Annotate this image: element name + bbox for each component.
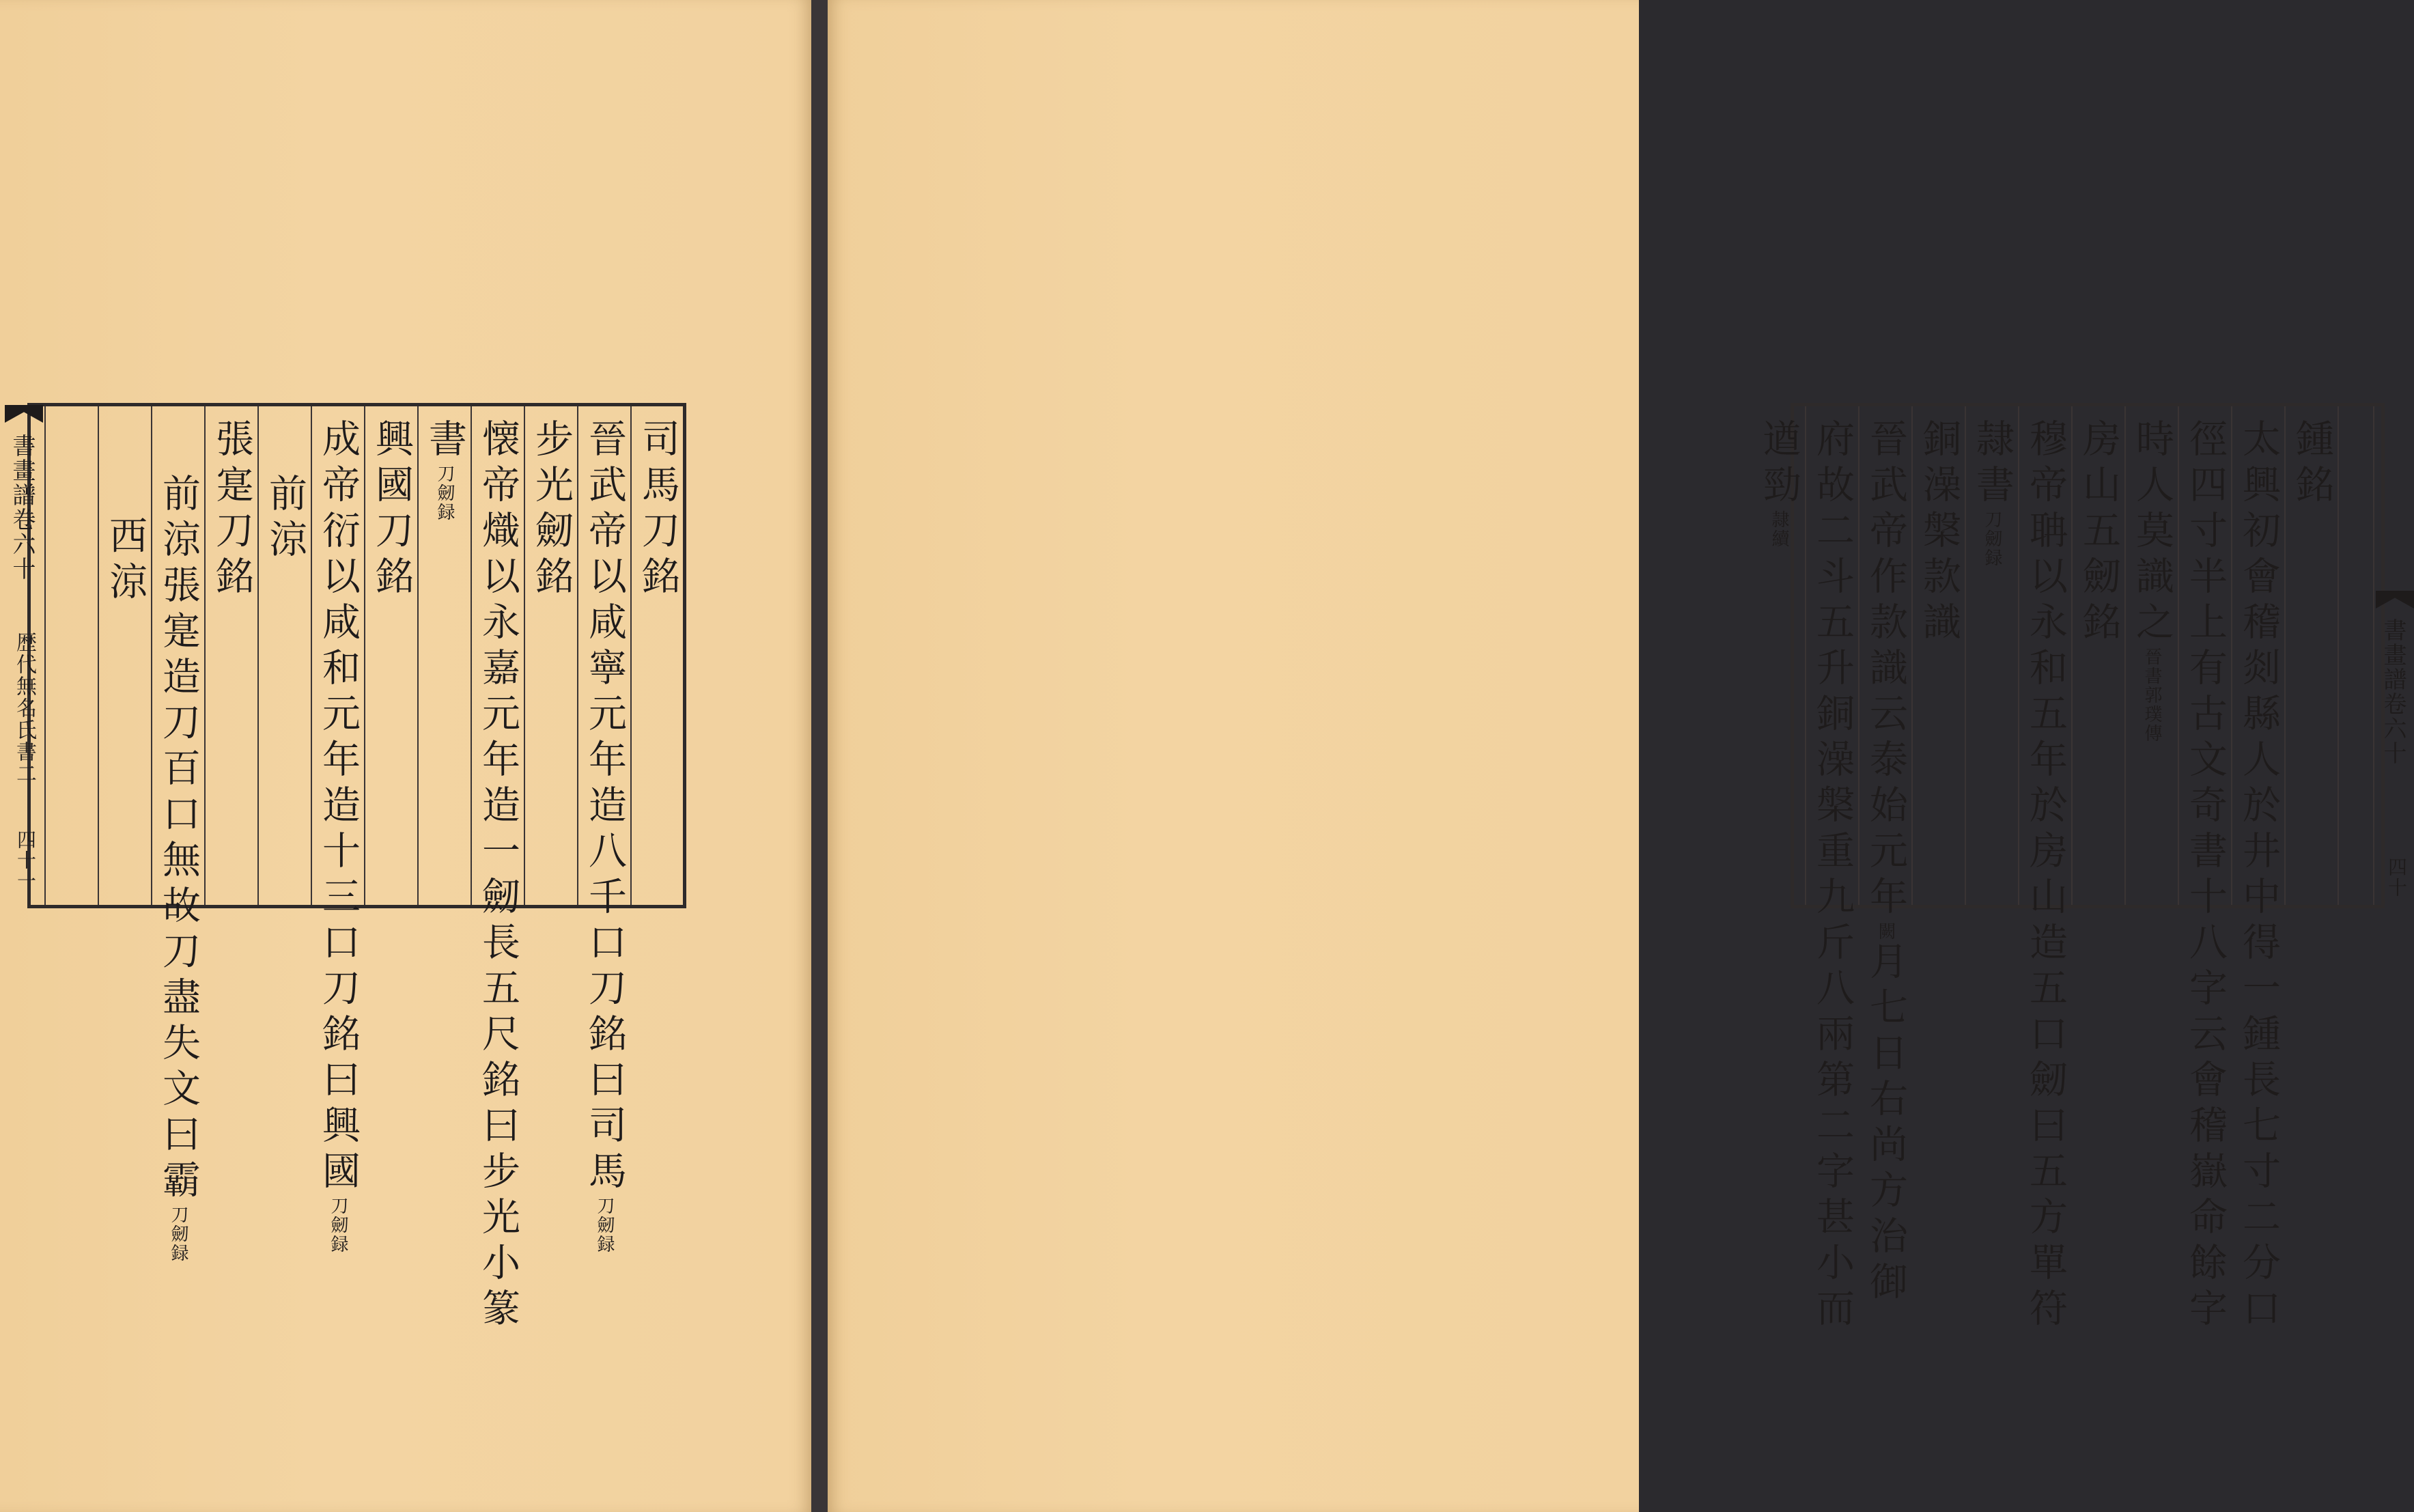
column-rule — [98, 406, 99, 905]
text-column — [577, 419, 632, 1254]
text-column — [2231, 419, 2286, 1334]
left-page — [0, 0, 811, 1512]
column-text: 時人莫識之 — [2130, 419, 2174, 647]
text-column — [2178, 419, 2232, 1334]
source-note: 刀劒録 — [1982, 510, 2002, 568]
column-text: 太興初會稽剡縣人於井中得一鍾長七寸二分口 — [2236, 419, 2281, 1334]
banxin-page-number: 四十一 — [14, 830, 37, 891]
column-text: 成帝衍以咸和元年造十三口刀銘曰興國 — [316, 419, 361, 1196]
source-note: 闕 — [1875, 922, 1896, 941]
left-text-frame — [8, 403, 686, 1334]
column-text: 鍾銘 — [2290, 419, 2334, 510]
text-column — [151, 473, 206, 1263]
text-column — [257, 473, 312, 565]
column-text: 府故二斗五升銅澡槃重九斤八兩第二字甚小而 — [1810, 419, 1855, 1334]
column-text: 月七日右尚方治御 — [1864, 941, 1908, 1307]
column-text: 司馬刀銘 — [636, 419, 680, 602]
column-text: 西涼 — [103, 516, 148, 607]
right-page — [828, 0, 2408, 1512]
text-column — [630, 419, 685, 602]
source-note: 刀劒録 — [328, 1196, 348, 1254]
source-note: 晉書郭璞傳 — [2142, 647, 2162, 743]
column-text: 前涼 — [263, 473, 307, 565]
banxin-title: 書畫譜卷六十 — [8, 434, 36, 581]
column-text: 書 — [423, 419, 467, 464]
text-column — [417, 419, 472, 522]
banxin-page-number: 四十 — [2385, 857, 2408, 898]
source-note: 刀劒録 — [594, 1196, 615, 1254]
text-column — [2284, 419, 2339, 510]
fish-tail-mark — [2376, 591, 2414, 608]
column-text: 前涼張寔造刀百口無故刀盡失文曰霸 — [156, 473, 201, 1205]
column-text: 懐帝熾以永嘉元年造一劒長五尺銘曰步光小篆 — [476, 419, 520, 1334]
column-text: 隷書 — [1970, 419, 2015, 510]
text-column — [1752, 419, 1806, 548]
right-banxin — [2376, 406, 2414, 905]
source-note: 隷續 — [1769, 510, 1789, 548]
fish-tail-mark — [5, 405, 43, 423]
text-column — [2018, 419, 2073, 1334]
text-column — [1911, 419, 1966, 647]
column-text: 房山五劒銘 — [2077, 419, 2121, 647]
banxin-title: 書畫譜卷六十 — [2379, 618, 2406, 766]
text-column — [2071, 419, 2126, 647]
text-column — [2124, 419, 2179, 743]
column-text: 步光劒銘 — [529, 419, 574, 602]
column-text: 興國刀銘 — [369, 419, 414, 602]
column-rule — [2373, 406, 2374, 905]
right-text-frame — [1757, 403, 2408, 1334]
column-text: 銅澡槃款識 — [1917, 419, 1961, 647]
source-note: 刀劒録 — [168, 1205, 188, 1263]
text-column — [1965, 419, 2019, 568]
book-gutter — [811, 0, 828, 1512]
text-column — [98, 516, 152, 607]
left-banxin — [5, 406, 43, 905]
column-text: 張寔刀銘 — [210, 419, 254, 602]
column-text: 徑四寸半上有古文奇書十八字云會稽嶽命餘字 — [2183, 419, 2228, 1334]
column-text: 穆帝聃以永和五年於房山造五口劒曰五方單符 — [2023, 419, 2068, 1334]
banxin-section: 歴代無名氏書二 — [12, 632, 36, 785]
text-column — [524, 419, 578, 602]
text-column — [311, 419, 365, 1254]
column-text: 晉武帝作款識云泰始元年 — [1864, 419, 1908, 922]
text-column — [1805, 419, 1859, 1334]
column-text: 遒勁 — [1757, 419, 1801, 510]
text-column — [204, 419, 259, 602]
source-note: 刀劒録 — [434, 464, 455, 522]
column-rule — [44, 406, 46, 905]
text-column — [364, 419, 419, 602]
text-column — [1858, 419, 1913, 1307]
text-column — [471, 419, 525, 1334]
column-text: 晉武帝以咸寧元年造八千口刀銘曰司馬 — [583, 419, 627, 1196]
